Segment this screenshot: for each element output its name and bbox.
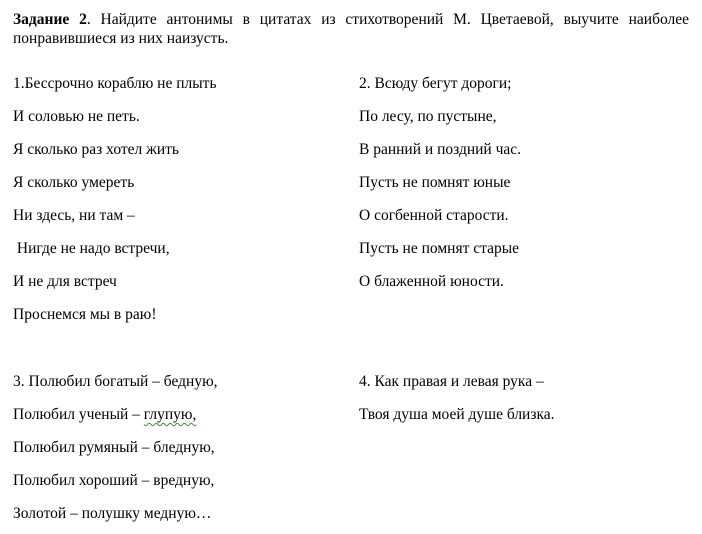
poem-3-line-2-text: Полюбил ученый –	[13, 406, 144, 423]
task-label: Задание 2	[13, 11, 87, 28]
poem-3-line-3: Полюбил румяный – бледную,	[13, 439, 215, 456]
poem-3-line-4: Полюбил хороший – вредную,	[13, 472, 215, 489]
poem-4-line-1: 4. Как правая и левая рука –	[359, 373, 544, 390]
poem-1-line-5: Ни здесь, ни там –	[13, 207, 135, 224]
poem-1-line-6: Нигде не надо встречи,	[13, 240, 170, 257]
poem-2-line-5: О согбенной старости.	[359, 207, 509, 224]
poem-1-line-2: И соловью не петь.	[13, 108, 140, 125]
poem-3-line-2	[13, 405, 196, 424]
poem-1-line-4: Я сколько умереть	[13, 174, 135, 191]
poem-2-line-2: По лесу, по пустыне,	[359, 108, 497, 125]
poem-2-line-3: В ранний и поздний час.	[359, 141, 522, 158]
poem-3-line-5: Золотой – полушку медную…	[13, 505, 212, 522]
poem-2-line-1: 2. Всюду бегут дороги;	[359, 75, 512, 92]
poem-2-line-7: О блаженной юности.	[359, 273, 504, 290]
poem-4-line-2: Твоя душа моей душе близка.	[359, 406, 555, 423]
poem-2-line-4: Пусть не помнят юные	[359, 174, 511, 191]
poem-1-line-7: И не для встреч	[13, 273, 117, 290]
poem-2-line-6: Пусть не помнят старые	[359, 240, 519, 257]
spellcheck-underlined-word: глупую,	[143, 406, 197, 423]
poem-1-line-3: Я сколько раз хотел жить	[13, 141, 179, 158]
task-paragraph	[13, 10, 689, 48]
task-text: . Найдите антонимы в цитатах из стихотворений М. Цветаевой, выучите наиболее понравившиеся из них наизусть.	[13, 11, 689, 47]
poem-1-line-1: 1.Бессрочно кораблю не плыть	[13, 75, 217, 92]
poem-3-line-1: 3. Полюбил богатый – бедную,	[13, 373, 218, 390]
poem-1-line-8: Проснемся мы в раю!	[13, 306, 157, 323]
